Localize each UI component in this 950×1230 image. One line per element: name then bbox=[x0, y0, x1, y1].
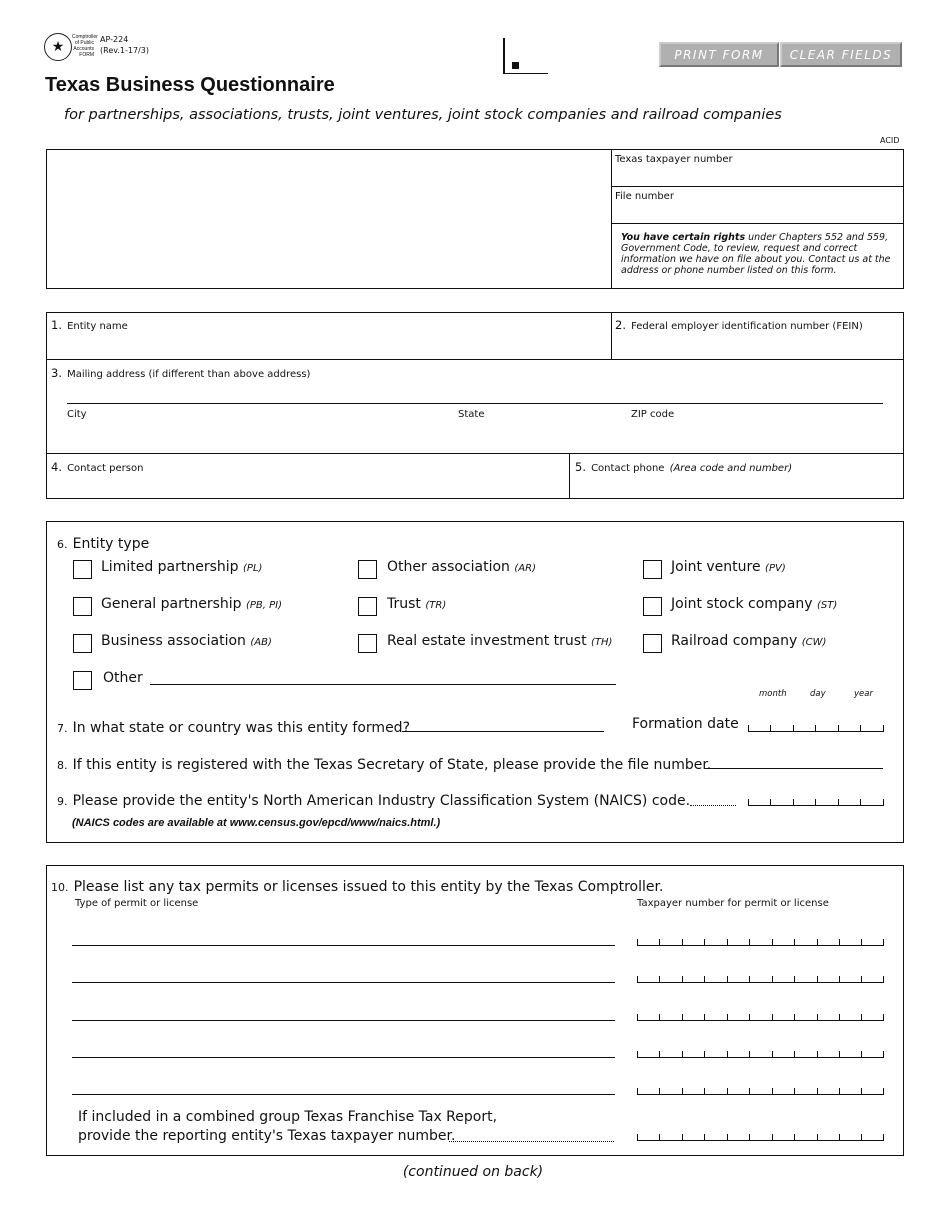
clear-fields-button[interactable]: CLEAR FIELDS bbox=[780, 42, 902, 67]
agency-line: FORM bbox=[79, 52, 94, 58]
scan-marker bbox=[503, 38, 548, 74]
other-checkbox[interactable] bbox=[73, 671, 92, 690]
business-association-label bbox=[101, 633, 272, 649]
joint-venture-checkbox[interactable] bbox=[643, 560, 662, 579]
file-number-label: File number bbox=[615, 191, 674, 202]
agency-line: Accounts bbox=[73, 46, 94, 52]
contact-phone-label: Contact phone bbox=[591, 463, 665, 474]
option-label: Other association bbox=[387, 559, 510, 575]
texas-star-seal-icon: ★ bbox=[44, 33, 72, 61]
form-number: AP-224 bbox=[100, 35, 129, 44]
contact-person-field[interactable] bbox=[51, 473, 563, 497]
formation-date-label: Formation date bbox=[632, 716, 739, 732]
q5-number: 5. bbox=[575, 460, 586, 474]
q8-label bbox=[57, 754, 711, 773]
entity-info-box bbox=[46, 312, 904, 499]
combined-group-text bbox=[78, 1108, 497, 1146]
other-label: Other bbox=[103, 670, 143, 686]
rights-notice-bold: You have certain rights bbox=[621, 232, 746, 243]
q9-label bbox=[57, 790, 690, 809]
year-label: year bbox=[854, 689, 873, 699]
joint-stock-company-label bbox=[671, 596, 837, 612]
option-label: Business association bbox=[101, 633, 246, 649]
option-code: (TR) bbox=[425, 600, 447, 611]
sos-file-number-question: If this entity is registered with the Texas Secretary of State, please provide the file number. bbox=[72, 757, 712, 773]
q6-number: 6. bbox=[57, 538, 68, 551]
combined-leader bbox=[449, 1141, 614, 1142]
permit-taxpayer-field[interactable] bbox=[637, 1049, 884, 1058]
limited-partnership-label bbox=[101, 559, 262, 575]
option-label: Joint stock company bbox=[671, 596, 813, 612]
state-field[interactable] bbox=[458, 421, 618, 449]
state-formed-question: In what state or country was this entity formed? bbox=[72, 720, 410, 736]
rights-notice bbox=[621, 232, 897, 276]
option-label: Railroad company bbox=[671, 633, 798, 649]
general-partnership-label bbox=[101, 596, 282, 612]
permit-taxpayer-field[interactable] bbox=[637, 937, 884, 946]
taxpayer-info-box bbox=[46, 149, 904, 289]
day-label: day bbox=[810, 689, 826, 699]
city-label: City bbox=[67, 409, 87, 420]
month-label: month bbox=[759, 689, 787, 699]
option-label: General partnership bbox=[101, 596, 242, 612]
state-label: State bbox=[458, 409, 485, 420]
zip-code-field[interactable] bbox=[631, 421, 881, 449]
naics-note: (NAICS codes are available at www.census.gov/epcd/www/naics.html.) bbox=[72, 817, 441, 829]
option-label: Joint venture bbox=[671, 559, 761, 575]
zip-code-label: ZIP code bbox=[631, 409, 675, 420]
reporting-entity-taxpayer-field[interactable] bbox=[637, 1132, 884, 1141]
option-label: Real estate investment trust bbox=[387, 633, 587, 649]
address-area[interactable] bbox=[47, 150, 611, 288]
permits-box bbox=[46, 865, 904, 1156]
q6-label bbox=[57, 533, 149, 552]
texas-taxpayer-number-label: Texas taxpayer number bbox=[615, 154, 733, 165]
permit-type-field[interactable] bbox=[72, 982, 615, 983]
naics-code-field[interactable] bbox=[748, 797, 884, 806]
combined-group-line: provide the reporting entity's Texas taxpayer number. bbox=[78, 1128, 456, 1144]
q10-number: 10. bbox=[51, 881, 69, 894]
permit-type-field[interactable] bbox=[72, 1057, 615, 1058]
continued-note: (continued on back) bbox=[402, 1164, 544, 1180]
mailing-address-field[interactable] bbox=[67, 377, 883, 404]
acid-label: ACID bbox=[880, 136, 900, 145]
option-code: (PV) bbox=[765, 563, 786, 574]
reit-label bbox=[387, 633, 612, 649]
texas-taxpayer-number-field[interactable] bbox=[612, 166, 903, 186]
city-field[interactable] bbox=[67, 421, 447, 449]
agency-line: Comptroller bbox=[72, 34, 98, 40]
page-title: Texas Business Questionnaire bbox=[45, 74, 335, 96]
permit-type-field[interactable] bbox=[72, 945, 615, 946]
fein-field[interactable] bbox=[615, 331, 899, 357]
q7-number: 7. bbox=[57, 722, 68, 735]
page-subtitle: for partnerships, associations, trusts, joint ventures, joint stock companies and railroad companies bbox=[64, 107, 782, 123]
q2-number: 2. bbox=[615, 318, 626, 332]
trust-label bbox=[387, 596, 446, 612]
q8-number: 8. bbox=[57, 759, 68, 772]
railroad-company-label bbox=[671, 633, 826, 649]
reit-checkbox[interactable] bbox=[358, 634, 377, 653]
mailing-address-label: Mailing address (if different than above address) bbox=[67, 369, 311, 380]
contact-phone-hint: (Area code and number) bbox=[669, 463, 793, 474]
contact-phone-field[interactable] bbox=[575, 473, 899, 497]
print-form-button[interactable]: PRINT FORM bbox=[659, 42, 779, 67]
q3-number: 3. bbox=[51, 366, 62, 380]
option-code: (AB) bbox=[250, 637, 272, 648]
permit-taxpayer-field[interactable] bbox=[637, 1086, 884, 1095]
other-specify-field[interactable] bbox=[150, 684, 616, 685]
entity-type-label: Entity type bbox=[72, 536, 150, 552]
option-label: Limited partnership bbox=[101, 559, 239, 575]
other-association-label bbox=[387, 559, 536, 575]
permit-taxpayer-field[interactable] bbox=[637, 974, 884, 983]
business-association-checkbox[interactable] bbox=[73, 634, 92, 653]
entity-type-box bbox=[46, 521, 904, 843]
form-revision: (Rev.1-17/3) bbox=[100, 46, 149, 55]
general-partnership-checkbox[interactable] bbox=[73, 597, 92, 616]
railroad-company-checkbox[interactable] bbox=[643, 634, 662, 653]
file-number-field[interactable] bbox=[612, 203, 903, 223]
fein-label: Federal employer identification number (FEIN) bbox=[631, 321, 863, 332]
joint-stock-company-checkbox[interactable] bbox=[643, 597, 662, 616]
permits-question: Please list any tax permits or licenses issued to this entity by the Texas Comptroller. bbox=[73, 879, 664, 895]
option-label: Trust bbox=[387, 596, 421, 612]
agency-line: of Public bbox=[74, 40, 94, 46]
q1-number: 1. bbox=[51, 318, 62, 332]
q10-label bbox=[51, 876, 663, 895]
permit-type-field[interactable] bbox=[72, 1094, 615, 1095]
other-association-checkbox[interactable] bbox=[358, 560, 377, 579]
option-code: (CW) bbox=[801, 637, 827, 648]
permit-taxpayer-header: Taxpayer number for permit or license bbox=[637, 898, 829, 909]
limited-partnership-checkbox[interactable] bbox=[73, 560, 92, 579]
form-number-block bbox=[100, 34, 149, 56]
entity-name-label: Entity name bbox=[67, 321, 128, 332]
naics-leader bbox=[690, 805, 736, 806]
q7-label bbox=[57, 717, 410, 736]
option-code: (ST) bbox=[816, 600, 838, 611]
option-code: (TH) bbox=[591, 637, 613, 648]
combined-group-line: If included in a combined group Texas Franchise Tax Report, bbox=[78, 1109, 498, 1125]
formation-date-field[interactable] bbox=[748, 723, 884, 732]
state-formed-field[interactable] bbox=[402, 731, 604, 732]
trust-checkbox[interactable] bbox=[358, 597, 377, 616]
joint-venture-label bbox=[671, 559, 786, 575]
permit-taxpayer-field[interactable] bbox=[637, 1012, 884, 1021]
agency-name bbox=[72, 34, 98, 58]
q9-number: 9. bbox=[57, 795, 68, 808]
sos-file-number-field[interactable] bbox=[705, 768, 883, 769]
option-code: (PL) bbox=[243, 563, 263, 574]
q4-number: 4. bbox=[51, 460, 62, 474]
option-code: (PB, PI) bbox=[245, 600, 283, 611]
permit-type-header: Type of permit or license bbox=[75, 898, 199, 909]
naics-question: Please provide the entity's North American Industry Classification System (NAICS) code. bbox=[72, 793, 691, 809]
entity-name-field[interactable] bbox=[51, 331, 607, 357]
permit-type-field[interactable] bbox=[72, 1020, 615, 1021]
rights-notice-text: under Chapters 552 and 559, Government Code, to review, request and correct information we have on file about you. Contact us at the address or phone number listed on this form. bbox=[621, 232, 891, 276]
option-code: (AR) bbox=[514, 563, 536, 574]
contact-person-label: Contact person bbox=[67, 463, 144, 474]
